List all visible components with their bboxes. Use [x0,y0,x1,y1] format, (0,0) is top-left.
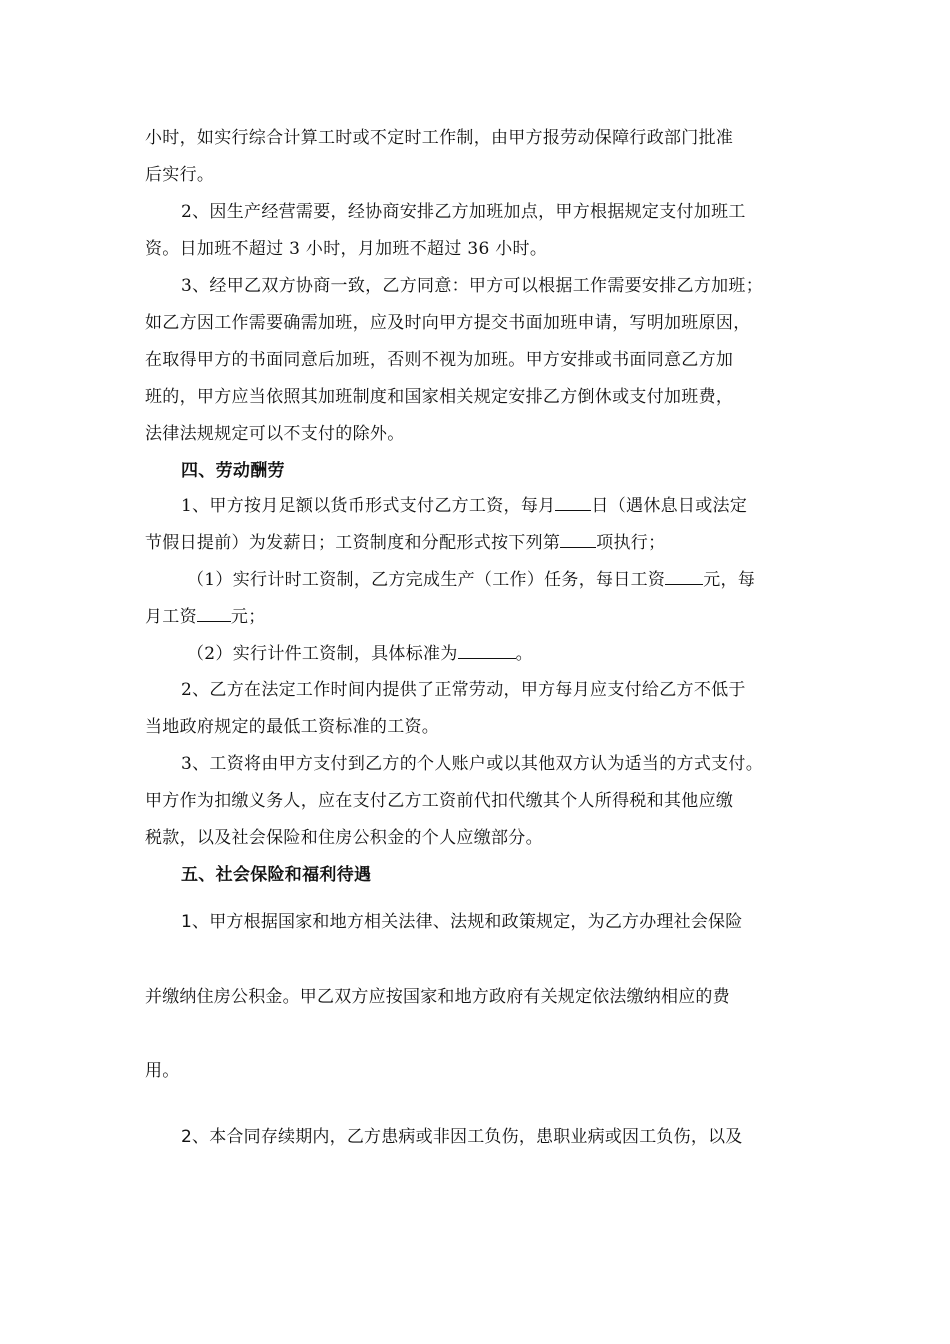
text-segment: 节假日提前）为发薪日；工资制度和分配形式按下列第 [145,533,561,553]
text-segment: 元，每 [703,570,756,590]
paragraph-line: 后实行。 [145,165,215,185]
paragraph-line: 在取得甲方的书面同意后加班，否则不视为加班。甲方安排或书面同意乙方加 [145,350,734,370]
text-segment: 。 [515,644,533,664]
fill-in-blank [665,568,703,585]
fill-in-blank [555,494,591,511]
paragraph-line: 如乙方因工作需要确需加班，应及时向甲方提交书面加班申请，写明加班原因， [145,313,751,333]
paragraph-line: 2、因生产经营需要，经协商安排乙方加班加点，甲方根据规定支付加班工 [181,202,746,222]
paragraph-line: 法律法规规定可以不支付的除外。 [145,424,405,444]
paragraph-line [187,642,533,665]
text-segment: 月工资 [145,607,197,627]
text-segment: （2）实行计件工资制，具体标准为 [187,644,458,664]
fill-in-blank [560,531,596,548]
paragraph-line: 当地政府规定的最低工资标准的工资。 [145,717,440,737]
text-segment: 项执行； [596,533,666,553]
fill-in-blank [458,642,516,659]
paragraph-line: 2、本合同存续期内，乙方患病或非因工负伤，患职业病或因工负伤，以及 [181,1127,743,1147]
paragraph-line [181,494,747,517]
fill-in-blank [197,605,231,622]
text-segment: 1、甲方按月足额以货币形式支付乙方工资，每月 [181,496,556,516]
paragraph-line: 班的，甲方应当依照其加班制度和国家相关规定安排乙方倒休或支付加班费， [145,387,734,407]
paragraph-line: 税款，以及社会保险和住房公积金的个人应缴部分。 [145,828,543,848]
paragraph-line: 资。日加班不超过 3 小时，月加班不超过 36 小时。 [145,239,548,259]
paragraph-line [145,605,266,628]
paragraph-line: 2、乙方在法定工作时间内提供了正常劳动，甲方每月应支付给乙方不低于 [181,680,746,700]
paragraph-line [145,531,665,554]
text-segment: 元； [230,607,266,627]
text-segment: 日（遇休息日或法定 [591,496,748,516]
paragraph-line [187,568,755,591]
paragraph-line: 甲方作为扣缴义务人，应在支付乙方工资前代扣代缴其个人所得税和其他应缴 [145,791,734,811]
section-heading: 五、社会保险和福利待遇 [181,865,372,885]
paragraph-line: 并缴纳住房公积金。甲乙双方应按国家和地方政府有关规定依法缴纳相应的费 [145,987,730,1007]
paragraph-line: 1、甲方根据国家和地方相关法律、法规和政策规定，为乙方办理社会保险 [181,912,743,932]
paragraph-line: 3、经甲乙双方协商一致，乙方同意：甲方可以根据工作需要安排乙方加班； [181,276,764,296]
paragraph-line: 用。 [145,1061,180,1081]
text-segment: （1）实行计时工资制，乙方完成生产（工作）任务，每日工资 [187,570,666,590]
section-heading: 四、劳动酬劳 [181,461,285,481]
paragraph-line: 3、工资将由甲方支付到乙方的个人账户或以其他双方认为适当的方式支付。 [181,754,764,774]
paragraph-line: 小时，如实行综合计算工时或不定时工作制，由甲方报劳动保障行政部门批准 [145,128,734,148]
